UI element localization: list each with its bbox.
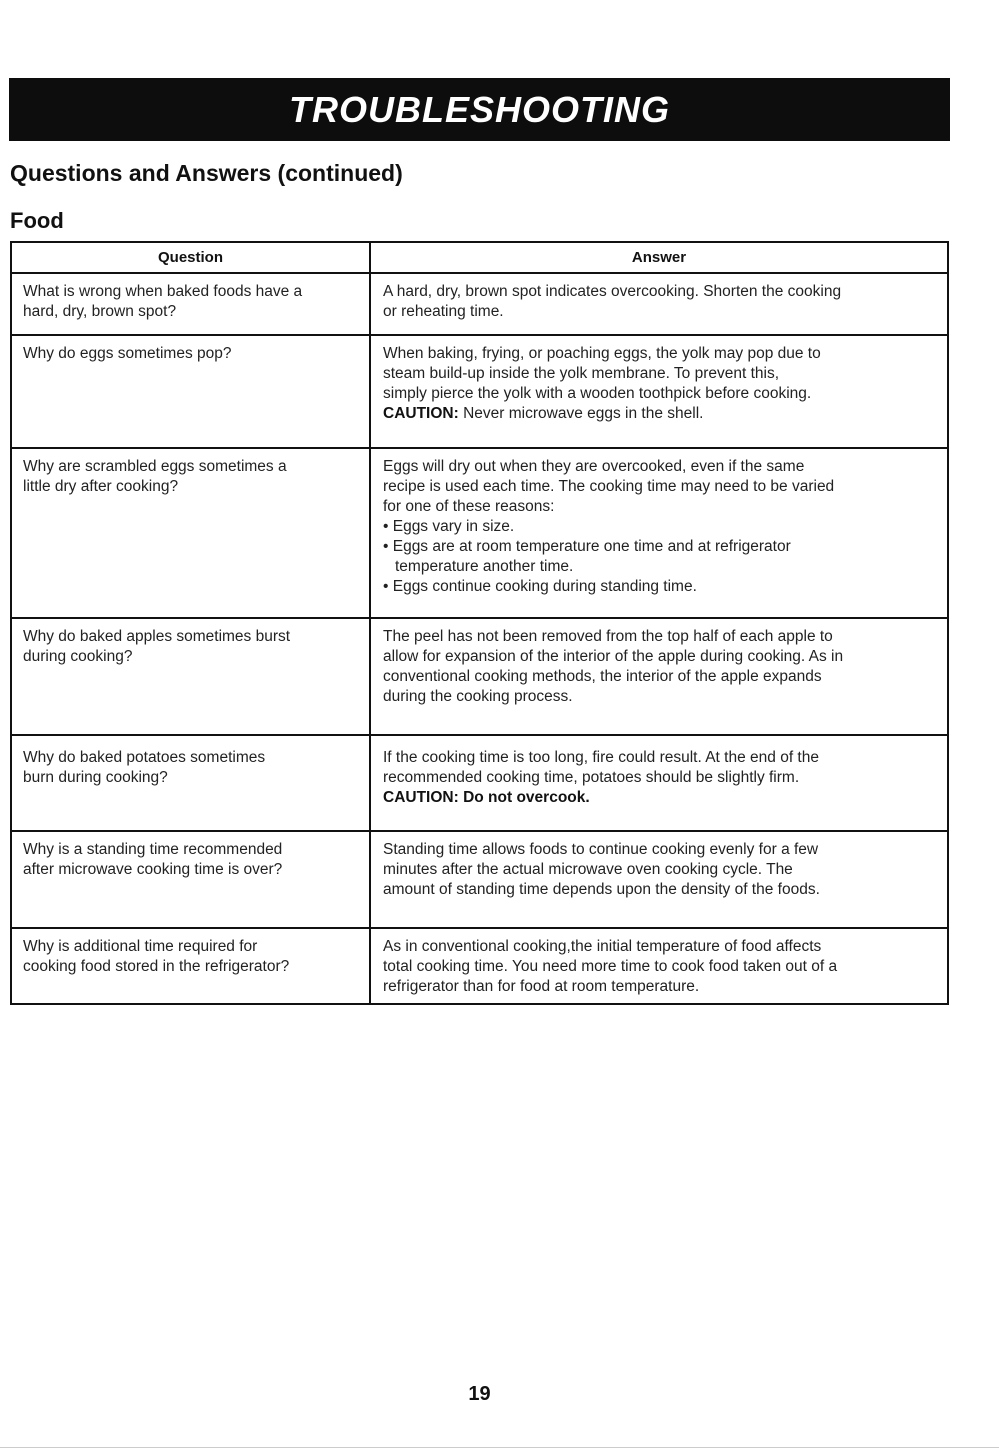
answer-cell bbox=[370, 618, 948, 735]
answer-line: When baking, frying, or poaching eggs, the yolk may pop due to bbox=[383, 345, 821, 362]
answer-line: refrigerator than for food at room temperature. bbox=[383, 978, 700, 995]
answer-line: recipe is used each time. The cooking time may need to be varied bbox=[383, 478, 835, 495]
table-row bbox=[11, 335, 948, 448]
answer-cell bbox=[370, 273, 948, 335]
answer-line: minutes after the actual microwave oven cooking cycle. The bbox=[383, 861, 793, 878]
question-cell bbox=[11, 831, 370, 928]
caution-label: CAUTION: bbox=[383, 405, 459, 422]
answer-line: recommended cooking time, potatoes should be slightly firm. bbox=[383, 769, 800, 786]
answer-cell bbox=[370, 735, 948, 831]
answer-line: simply pierce the yolk with a wooden toothpick before cooking. bbox=[383, 385, 812, 402]
answer-header: Answer bbox=[370, 242, 948, 273]
caution-label: CAUTION: bbox=[383, 789, 459, 806]
question-line: Why do eggs sometimes pop? bbox=[23, 345, 232, 362]
answer-cell bbox=[370, 335, 948, 448]
table-row bbox=[11, 928, 948, 1004]
bullet-item: • Eggs vary in size. bbox=[383, 518, 515, 535]
answer-line: total cooking time. You need more time to cook food taken out of a bbox=[383, 958, 838, 975]
answer-cell bbox=[370, 928, 948, 1004]
question-line: after microwave cooking time is over? bbox=[23, 861, 283, 878]
question-cell bbox=[11, 448, 370, 618]
table-row bbox=[11, 831, 948, 928]
question-line: What is wrong when baked foods have a bbox=[23, 283, 303, 300]
question-line: little dry after cooking? bbox=[23, 478, 179, 495]
caution-line bbox=[383, 404, 935, 424]
qa-table bbox=[10, 241, 949, 1005]
bullet-continuation: temperature another time. bbox=[395, 558, 574, 575]
question-line: burn during cooking? bbox=[23, 769, 168, 786]
page-number: 19 bbox=[468, 1383, 491, 1405]
table-row bbox=[11, 448, 948, 618]
answer-line: As in conventional cooking,the initial temperature of food affects bbox=[383, 938, 822, 955]
question-header: Question bbox=[11, 242, 370, 273]
question-cell bbox=[11, 735, 370, 831]
question-cell bbox=[11, 335, 370, 448]
troubleshooting-banner bbox=[9, 78, 950, 141]
table-row bbox=[11, 618, 948, 735]
answer-line: A hard, dry, brown spot indicates overcooking. Shorten the cooking bbox=[383, 283, 842, 300]
question-cell bbox=[11, 618, 370, 735]
table-header-row bbox=[11, 242, 948, 273]
answer-cell bbox=[370, 448, 948, 618]
subsection-title: Food bbox=[10, 208, 64, 233]
bottom-rule bbox=[0, 1447, 999, 1448]
answer-line: conventional cooking methods, the interior of the apple expands bbox=[383, 668, 822, 685]
question-line: hard, dry, brown spot? bbox=[23, 303, 177, 320]
answer-line: allow for expansion of the interior of the apple during cooking. As in bbox=[383, 648, 844, 665]
question-line: Why do baked apples sometimes burst bbox=[23, 628, 291, 645]
question-line: Why do baked potatoes sometimes bbox=[23, 749, 266, 766]
answer-line: Standing time allows foods to continue cooking evenly for a few bbox=[383, 841, 819, 858]
question-line: Why is additional time required for bbox=[23, 938, 258, 955]
section-title: Questions and Answers (continued) bbox=[10, 160, 403, 186]
caution-text: Never microwave eggs in the shell. bbox=[458, 405, 704, 422]
answer-line: or reheating time. bbox=[383, 303, 504, 320]
question-cell bbox=[11, 928, 370, 1004]
table-row bbox=[11, 273, 948, 335]
answer-line: amount of standing time depends upon the density of the foods. bbox=[383, 881, 820, 898]
answer-line: The peel has not been removed from the top half of each apple to bbox=[383, 628, 833, 645]
answer-cell bbox=[370, 831, 948, 928]
answer-line: steam build-up inside the yolk membrane. To prevent this, bbox=[383, 365, 780, 382]
banner-title: TROUBLESHOOTING bbox=[289, 88, 670, 130]
question-line: during cooking? bbox=[23, 648, 133, 665]
question-line: Why is a standing time recommended bbox=[23, 841, 283, 858]
answer-line: during the cooking process. bbox=[383, 688, 573, 705]
caution-line bbox=[383, 788, 935, 808]
question-line: cooking food stored in the refrigerator? bbox=[23, 958, 290, 975]
bullet-item: • Eggs continue cooking during standing time. bbox=[383, 578, 697, 595]
answer-line: Eggs will dry out when they are overcooked, even if the same bbox=[383, 458, 805, 475]
question-cell bbox=[11, 273, 370, 335]
bullet-item: • Eggs are at room temperature one time and at refrigerator bbox=[383, 538, 791, 555]
table-row bbox=[11, 735, 948, 831]
answer-line: for one of these reasons: bbox=[383, 498, 555, 515]
question-line: Why are scrambled eggs sometimes a bbox=[23, 458, 287, 475]
caution-text: Do not overcook. bbox=[458, 789, 590, 806]
answer-line: If the cooking time is too long, fire could result. At the end of the bbox=[383, 749, 819, 766]
